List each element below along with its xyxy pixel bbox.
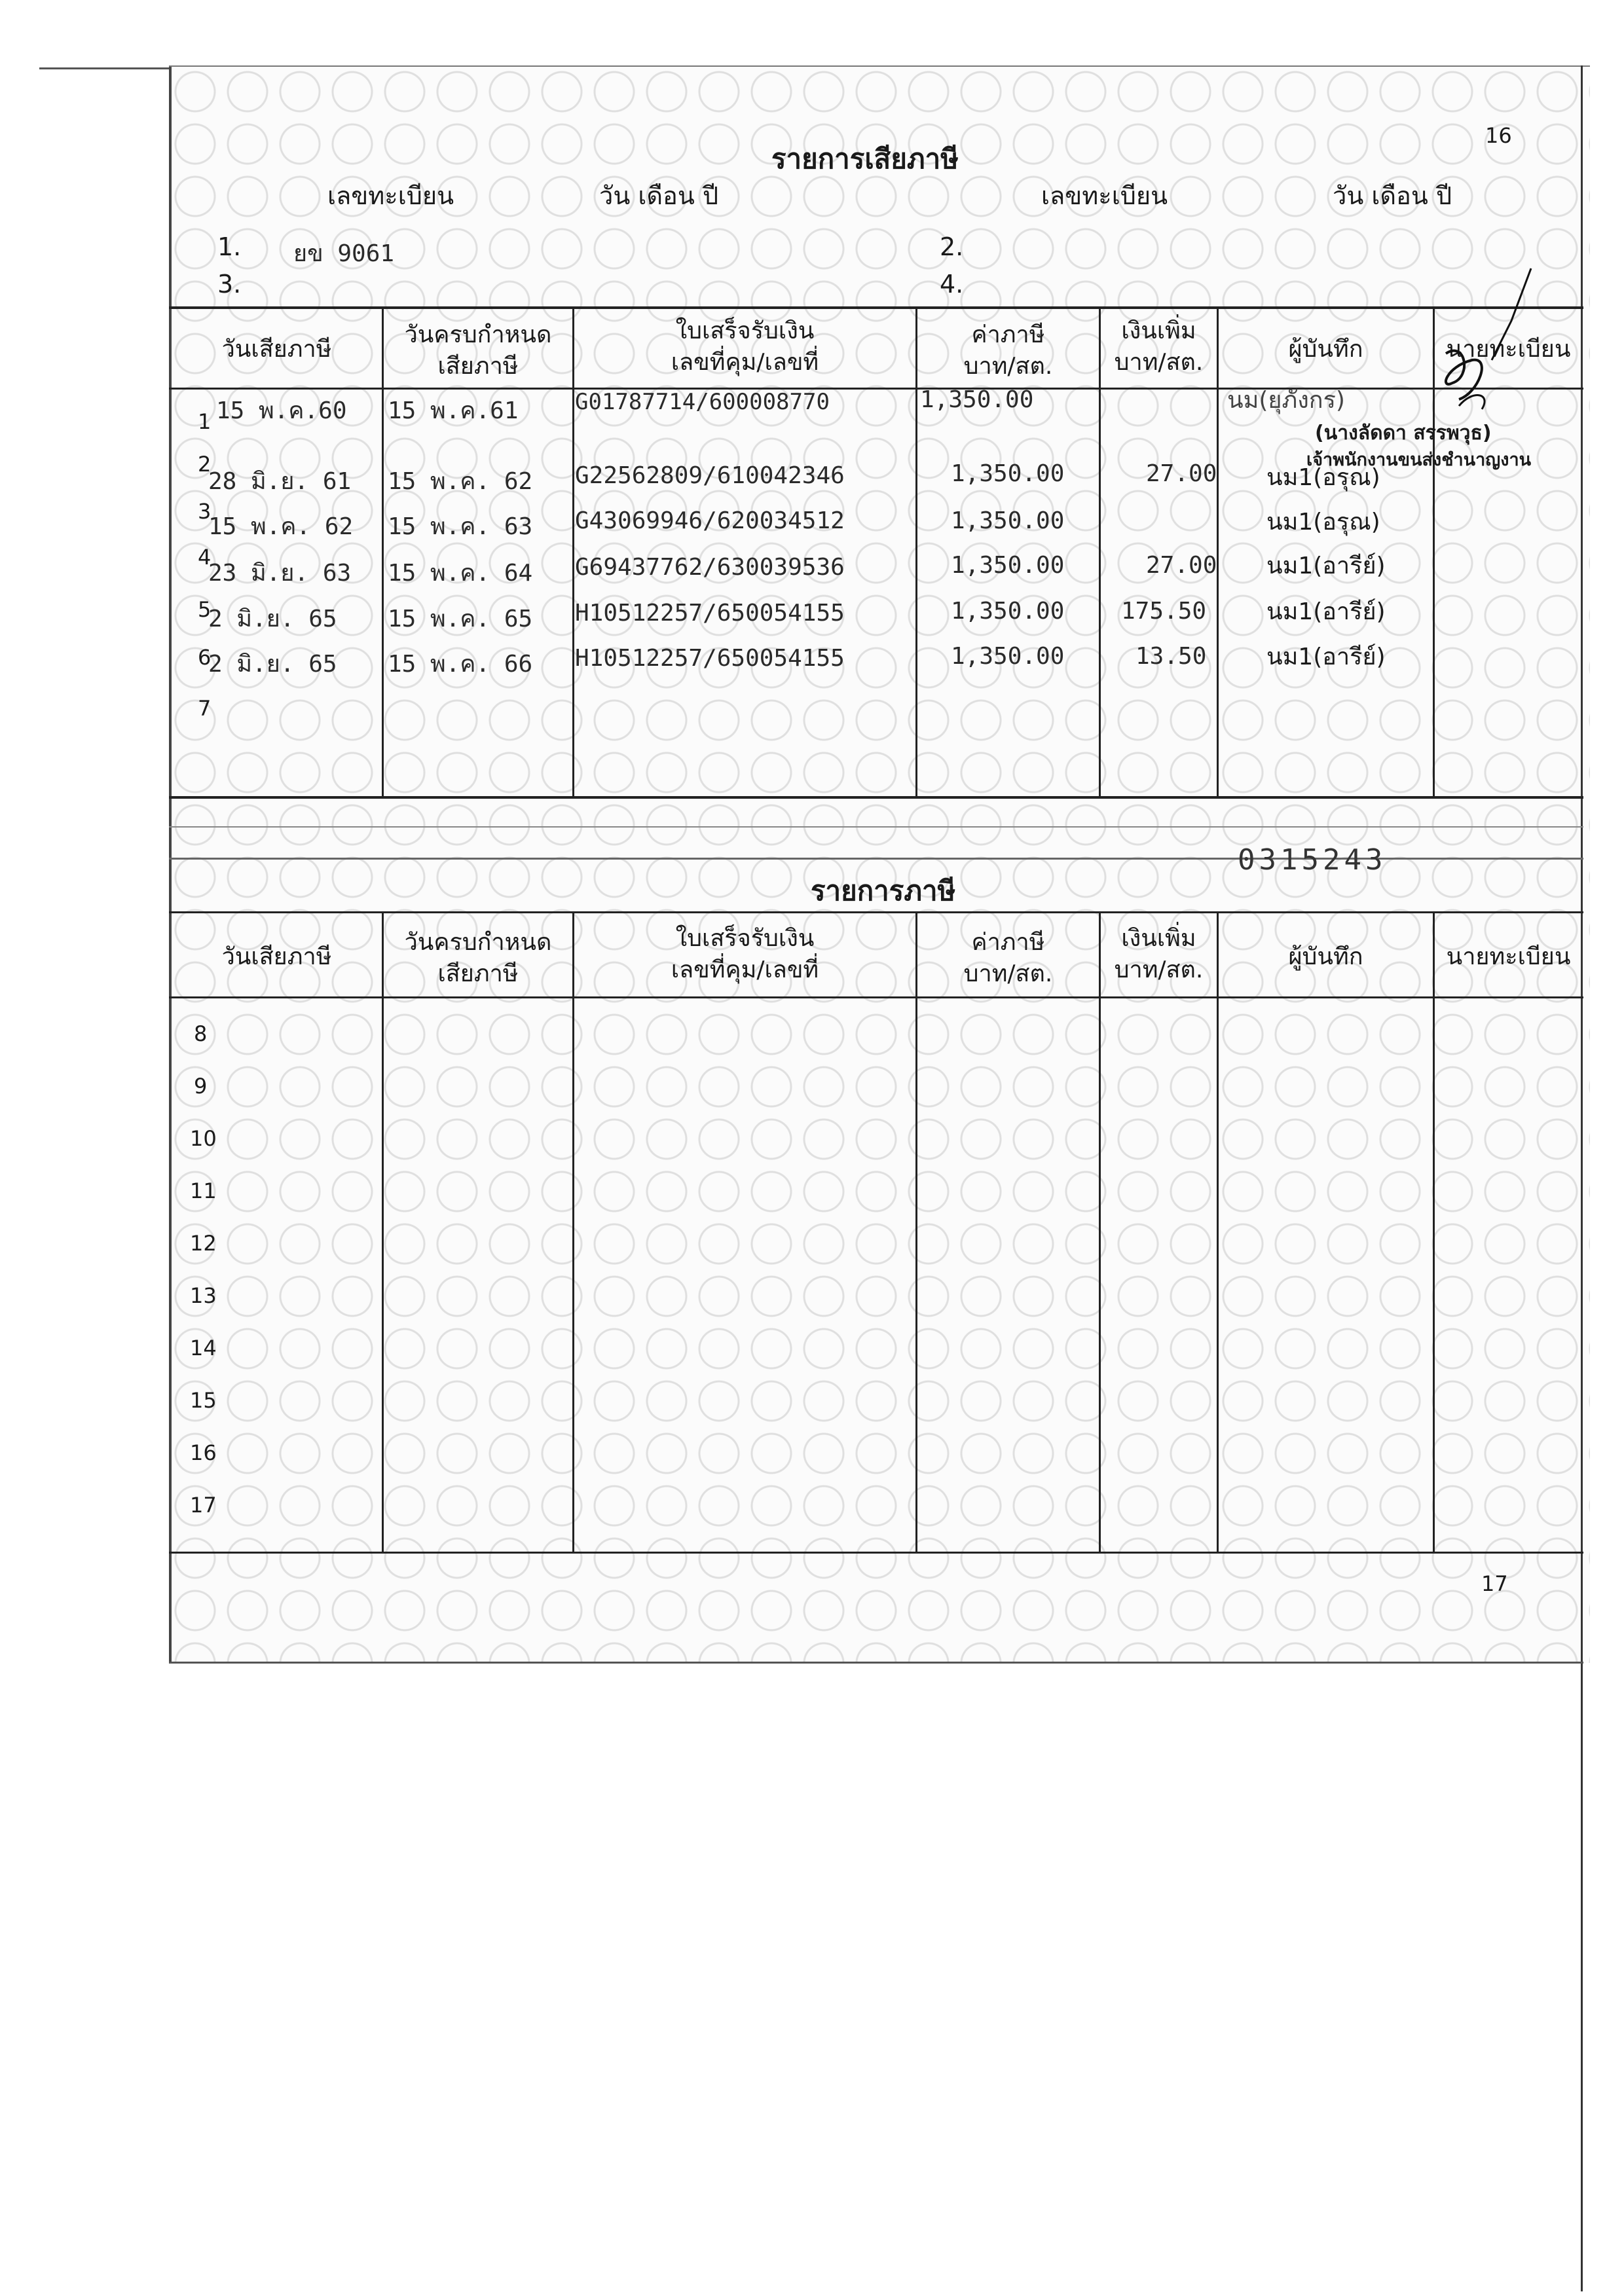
due-date-cell: 15 พ.ค. 63 xyxy=(388,513,533,540)
signature-position: เจ้าพนักงานขนส่งชำนาญงาน xyxy=(1306,450,1532,470)
signature-name: (นางลัดดา สรรพวุธ) xyxy=(1315,422,1492,445)
surcharge-cell: 175.50 xyxy=(1121,598,1207,625)
header-due-date: วันครบกำหนด xyxy=(404,929,552,956)
paid-date-cell: 15 พ.ค. 62 xyxy=(208,513,354,540)
header-due-date: วันครบกำหนด xyxy=(404,321,552,348)
tax-cell: 1,350.00 xyxy=(920,386,1034,413)
surcharge-cell: 27.00 xyxy=(1146,552,1217,579)
header-tax: ค่าภาษี xyxy=(971,321,1045,348)
table1-col-divider xyxy=(1217,306,1219,797)
recorder-cell: นม1(อรุณ) xyxy=(1266,509,1380,536)
band-line xyxy=(169,826,1583,828)
row-number: 11 xyxy=(190,1178,217,1203)
recorder-cell: นม(ยุภังกร) xyxy=(1227,387,1345,414)
receipt-cell: H10512257/650054155 xyxy=(575,645,845,672)
table1-header-border xyxy=(169,388,1583,390)
header-tax-sub: บาท/สต. xyxy=(963,353,1053,380)
surcharge-cell: 13.50 xyxy=(1135,643,1207,670)
plate-entry-no: 1. xyxy=(217,232,242,261)
header-receipt-sub: เลขที่คุม/เลขที่ xyxy=(671,957,819,983)
row-number: 15 xyxy=(190,1388,217,1413)
table2-bottom-border xyxy=(169,1552,1583,1554)
header-receipt: ใบเสร็จรับเงิน xyxy=(675,925,815,952)
header-registrar: นายทะเบียน xyxy=(1446,336,1571,363)
row-number: 3 xyxy=(198,499,212,524)
plate-entry-value: ยข 9061 xyxy=(293,240,395,267)
header-paid-date: วันเสียภาษี xyxy=(221,943,332,970)
header-due-date-sub: เสียภาษี xyxy=(437,353,519,380)
table2-col-divider xyxy=(382,911,384,1553)
signature-scribble xyxy=(1420,262,1570,432)
top-margin-line xyxy=(39,67,170,69)
receipt-cell: H10512257/650054155 xyxy=(575,600,845,627)
header-paid-date: วันเสียภาษี xyxy=(221,336,332,363)
receipt-cell: G69437762/630039536 xyxy=(575,554,845,581)
due-date-cell: 15 พ.ค. 66 xyxy=(388,651,533,678)
header-recorder: ผู้บันทึก xyxy=(1288,943,1363,970)
row-number: 14 xyxy=(190,1336,217,1360)
row-number: 2 xyxy=(198,452,212,477)
paid-date-cell: 15 พ.ค.60 xyxy=(216,397,347,424)
due-date-cell: 15 พ.ค. 64 xyxy=(388,560,533,587)
row-number: 13 xyxy=(190,1283,217,1308)
col-date-header-2: วัน เดือน ปี xyxy=(1333,181,1452,210)
row-number: 1 xyxy=(198,409,212,434)
header-tax: ค่าภาษี xyxy=(971,929,1045,956)
header-receipt-sub: เลขที่คุม/เลขที่ xyxy=(671,349,819,376)
header-recorder: ผู้บันทึก xyxy=(1288,336,1363,363)
row-number: 6 xyxy=(198,645,212,670)
row-number: 9 xyxy=(194,1074,208,1099)
frame-left xyxy=(169,65,172,1663)
row-number: 7 xyxy=(198,696,212,721)
tax-cell: 1,350.00 xyxy=(951,598,1065,625)
recorder-cell: นม1(อารีย์) xyxy=(1266,598,1386,625)
col-registration-header-2: เลขทะเบียน xyxy=(1041,181,1168,210)
tax-section-title: รายการเสียภาษี xyxy=(771,143,959,175)
paid-date-cell: 28 มิ.ย. 61 xyxy=(208,468,352,495)
table1-top-border xyxy=(169,306,1583,309)
due-date-cell: 15 พ.ค. 65 xyxy=(388,606,533,632)
recorder-cell: นม1(อารีย์) xyxy=(1266,553,1386,579)
row-number: 5 xyxy=(198,597,212,622)
row-number: 12 xyxy=(190,1231,217,1256)
table1-bottom-border xyxy=(169,796,1583,799)
frame-top xyxy=(169,65,1590,67)
serial-stamp: 0315243 xyxy=(1238,843,1387,877)
header-tax-sub: บาท/สต. xyxy=(963,960,1053,987)
table1-col-divider xyxy=(572,306,574,797)
tax-cell: 1,350.00 xyxy=(951,643,1065,670)
table2-col-divider xyxy=(1433,911,1435,1553)
due-date-cell: 15 พ.ค.61 xyxy=(388,397,519,424)
row-number: 10 xyxy=(190,1126,217,1151)
tax-cell: 1,350.00 xyxy=(951,507,1065,534)
header-surcharge: เงินเพิ่ม xyxy=(1121,318,1196,344)
row-number: 16 xyxy=(190,1440,217,1465)
frame-bottom xyxy=(169,1662,1583,1664)
row-number: 4 xyxy=(198,545,212,570)
paid-date-cell: 2 มิ.ย. 65 xyxy=(208,606,337,632)
header-surcharge-sub: บาท/สต. xyxy=(1114,349,1204,376)
table1-col-divider xyxy=(1099,306,1101,797)
recorder-cell: นม1(อารีย์) xyxy=(1266,644,1386,670)
col-date-header: วัน เดือน ปี xyxy=(599,181,719,210)
table2-top-border xyxy=(169,911,1583,913)
receipt-cell: G43069946/620034512 xyxy=(575,507,845,534)
plate-entry-no: 4. xyxy=(940,270,964,299)
due-date-cell: 15 พ.ค. 62 xyxy=(388,468,533,495)
header-surcharge: เงินเพิ่ม xyxy=(1121,925,1196,952)
tax-cell: 1,350.00 xyxy=(951,552,1065,579)
surcharge-cell: 27.00 xyxy=(1146,460,1217,487)
table2-header-border xyxy=(169,996,1583,998)
table2-col-divider xyxy=(1099,911,1101,1553)
header-receipt: ใบเสร็จรับเงิน xyxy=(675,318,815,344)
page-number-top: 16 xyxy=(1485,123,1512,148)
paid-date-cell: 2 มิ.ย. 65 xyxy=(208,651,337,678)
frame-right xyxy=(1581,65,1583,2291)
plate-entry-no: 3. xyxy=(217,270,242,299)
receipt-cell: G22562809/610042346 xyxy=(575,462,845,489)
paid-date-cell: 23 มิ.ย. 63 xyxy=(208,560,352,587)
receipt-cell: G01787714/600008770 xyxy=(575,389,830,415)
header-registrar: นายทะเบียน xyxy=(1446,943,1571,970)
recorder-cell: นม1(อรุณ) xyxy=(1266,464,1380,491)
header-due-date-sub: เสียภาษี xyxy=(437,960,519,987)
table2-col-divider xyxy=(915,911,917,1553)
table2-col-divider xyxy=(572,911,574,1553)
tax-list-section-title: รายการภาษี xyxy=(811,875,956,907)
page-number-bottom: 17 xyxy=(1481,1571,1508,1596)
row-number: 17 xyxy=(190,1493,217,1518)
tax-cell: 1,350.00 xyxy=(951,460,1065,487)
header-surcharge-sub: บาท/สต. xyxy=(1114,957,1204,983)
col-registration-header: เลขทะเบียน xyxy=(327,181,454,210)
row-number: 8 xyxy=(194,1021,208,1046)
plate-entry-no: 2. xyxy=(940,232,964,261)
table2-col-divider xyxy=(1217,911,1219,1553)
